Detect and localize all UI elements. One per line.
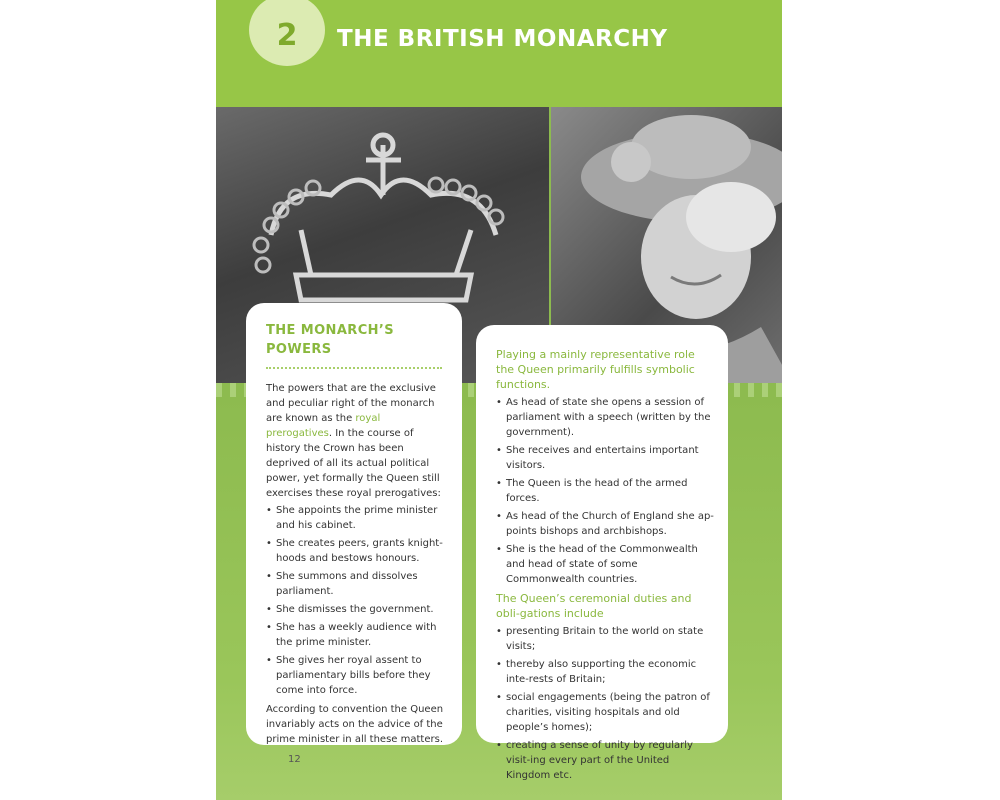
list-item: • thereby also supporting the economic inte-rests of Britain; xyxy=(496,657,714,687)
list-item: • She appoints the prime minister and his cabinet. xyxy=(266,503,446,533)
intro-text: The powers that are the exclusive and peculiar right of the monarch are known as the xyxy=(266,383,436,424)
subheading-symbolic-functions: Playing a mainly representative role the Queen primarily fulfills symbolic functions. xyxy=(496,348,695,391)
powers-list xyxy=(266,503,446,698)
list-item: • As head of state she opens a session of parliament with a speech (written by the government). xyxy=(496,395,714,440)
list-item: • social engagements (being the patron of charities, visiting hospitals and old people’s homes); xyxy=(496,690,714,735)
list-item: • presenting Britain to the world on state visits; xyxy=(496,624,714,654)
list-item: • She receives and entertains important visitors. xyxy=(496,443,714,473)
chapter-header xyxy=(216,0,782,107)
subheading-ceremonial-duties: The Queen’s ceremonial duties and obli-gations include xyxy=(496,592,692,620)
list-item: • She gives her royal assent to parliamentary bills before they come into force. xyxy=(266,653,446,698)
royal-prerogatives-highlight: royal prerogatives xyxy=(266,413,381,439)
crown-icon xyxy=(241,125,531,325)
intro-text-continued: . In the course of history the Crown has been deprived of all its actual political power, yet formally the Queen still exercises these royal prerogatives: xyxy=(266,428,441,499)
chapter-title: THE BRITISH MONARCHY xyxy=(337,26,668,52)
monarch-powers-card xyxy=(246,303,462,745)
list-item: • As head of the Church of England she ap-points bishops and archbishops. xyxy=(496,509,714,539)
list-item: • She has a weekly audience with the prime minister. xyxy=(266,620,446,650)
functions-list xyxy=(496,395,714,587)
textbook-page xyxy=(216,0,782,800)
list-item: • She is the head of the Commonwealth and head of state of some Commonwealth countries. xyxy=(496,542,714,587)
list-item: • The Queen is the head of the armed forces. xyxy=(496,476,714,506)
card-title-line1: THE MONARCH’S xyxy=(266,323,395,338)
card-title-line2: POWERS xyxy=(266,342,332,357)
list-item: • She dismisses the government. xyxy=(266,602,446,617)
duties-list xyxy=(496,624,714,783)
dotted-divider xyxy=(266,367,442,369)
intro-paragraph xyxy=(266,381,446,501)
page-number: 12 xyxy=(288,754,301,765)
chapter-number: 2 xyxy=(276,18,298,53)
list-item: • creating a sense of unity by regularly visit-ing every part of the United Kingdom etc. xyxy=(496,738,714,783)
closing-paragraph: According to convention the Queen invariably acts on the advice of the prime minister in all these matters. xyxy=(266,704,444,745)
list-item: • She summons and dissolves parliament. xyxy=(266,569,446,599)
symbolic-functions-card xyxy=(476,325,728,781)
list-item: • She creates peers, grants knight-hoods and bestows honours. xyxy=(266,536,446,566)
